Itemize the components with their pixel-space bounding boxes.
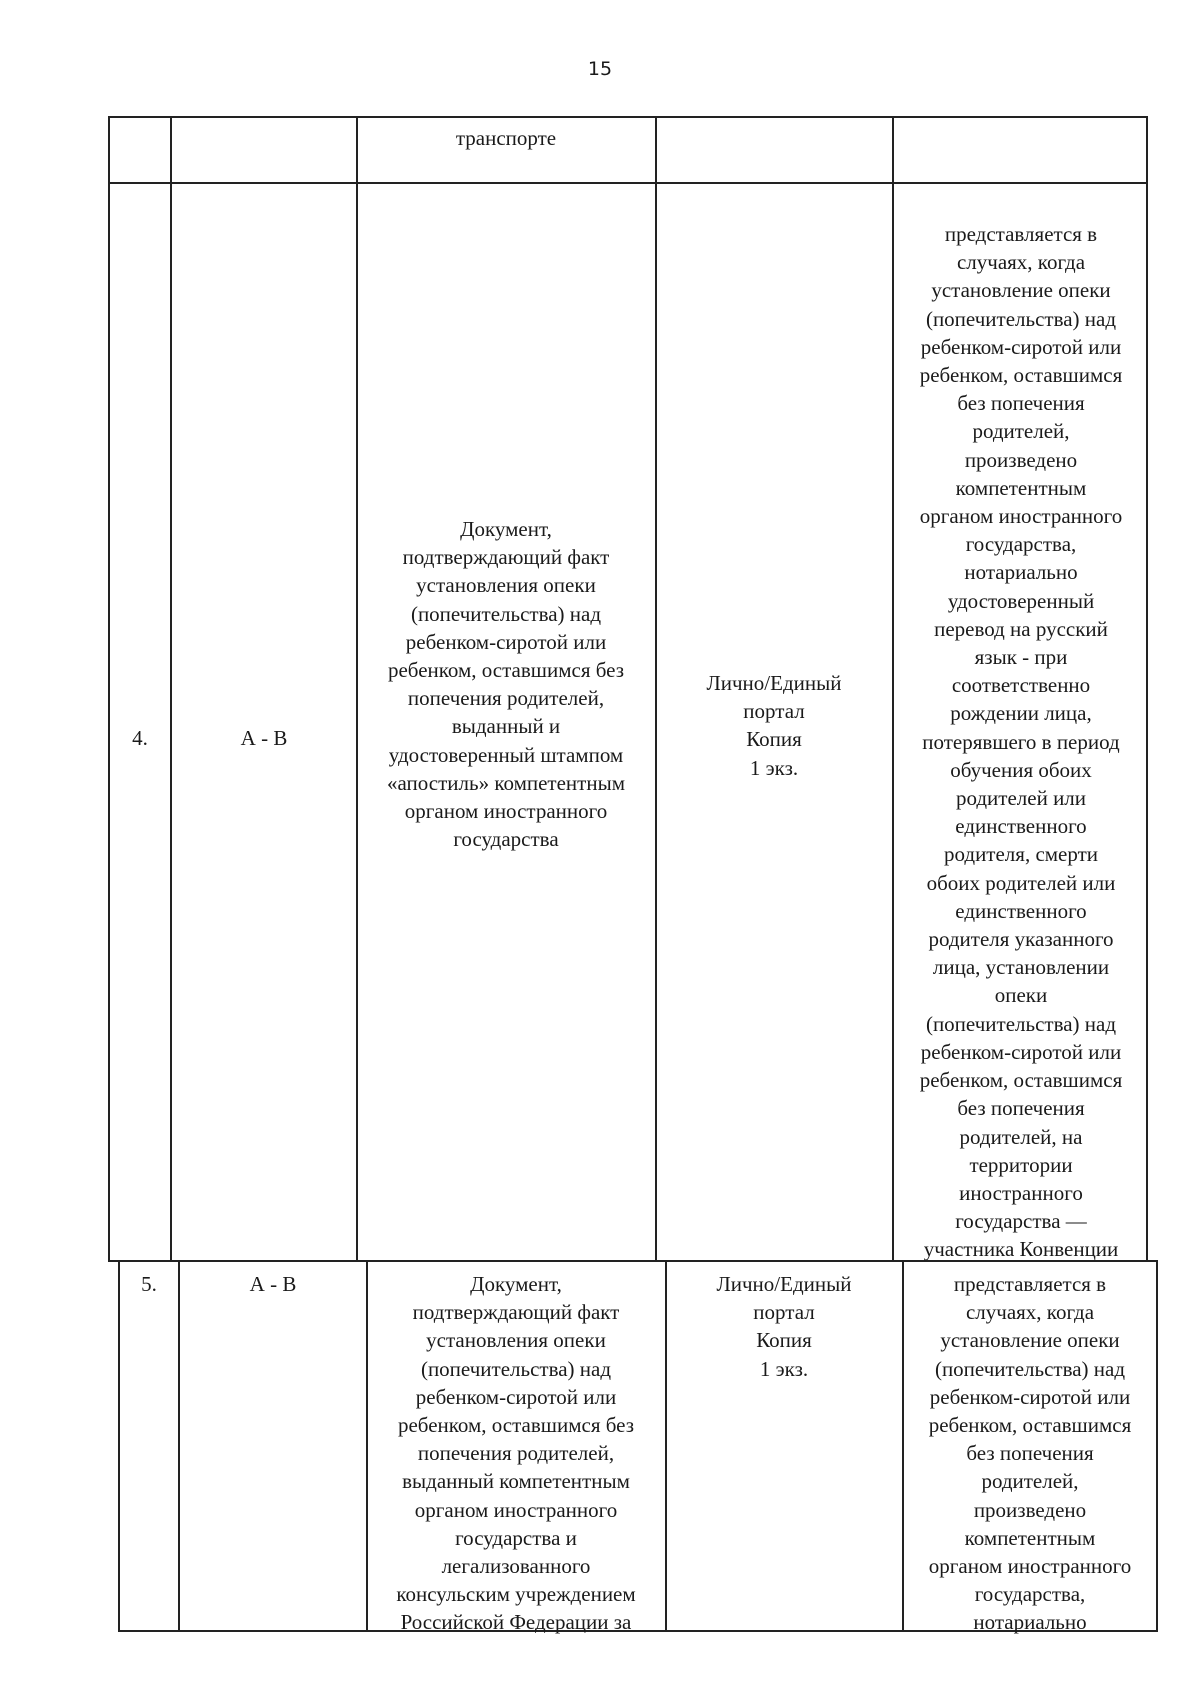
column-divider [1146,116,1148,1262]
table-cell-number: 4. [132,726,148,750]
table-cell-category: А - В [249,1272,297,1296]
table-border-top [108,116,1148,118]
row-divider [108,182,1148,184]
column-divider [108,116,110,1262]
column-divider [178,1260,180,1632]
page-number: 15 [587,58,613,80]
table-cell-document: транспорте [455,126,557,150]
table-cell-number: 5. [141,1272,157,1296]
column-divider [170,116,172,1262]
column-divider [118,1260,120,1632]
table-cell-category: А - В [240,726,288,750]
table-cell-document: Документ, подтверждающий факт установления опеки (попечительства) над ребенком-сиротой или ребенком, оставшимся без попечения родителей, выданный и удостоверенный штампом «апостиль» компетентным органом иностранного государства [387,517,625,852]
column-divider [892,116,894,1262]
column-divider [1156,1260,1158,1632]
table-cell-method: Лично/Единый портал Копия 1 экз. [716,1272,852,1381]
table-cell-method: Лично/Единый портал Копия 1 экз. [706,671,842,780]
table-cell-note: представляется в случаях, когда установление опеки (попечительства) над ребенком-сиротой или ребенком, оставшимся без попечения родителей, произведено компетентным органом иностранного государства, нотариально [928,1272,1132,1635]
table-cell-note: представляется в случаях, когда установление опеки (попечительства) над ребенком-сиротой или ребенком, оставшимся без попечения родителей, произведено компетентным органом иностранного государства, нотариально удостоверенный перевод на русский язык - при соответственно рождении лица, потерявшего в период обучения обоих родителей или единственного родителя, смерти обоих родителей или единственного родителя указанного лица, установлении опеки (попечительства) над ребенком-сиротой или ребенком, оставшимся без попечения родителей, на территории иностранного государства — участника Конвенции [919,222,1123,1262]
table-cell-document: Документ, подтверждающий факт установления опеки (попечительства) над ребенком-сиротой или ребенком, оставшимся без попечения родителей, выданный компетентным органом иностранного государства и легализованного консульским учреждением Российской Федерации за [396,1272,636,1635]
